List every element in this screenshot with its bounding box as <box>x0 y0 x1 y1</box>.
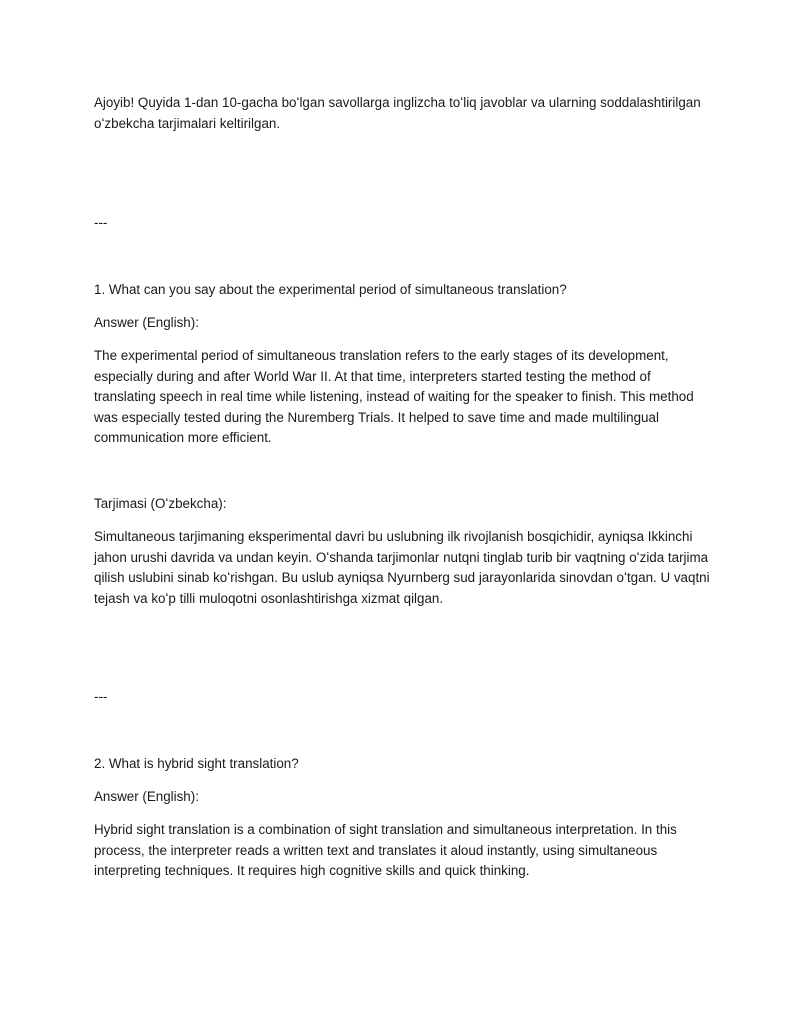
question-1: 1. What can you say about the experimental period of simultaneous translation? <box>94 282 567 297</box>
translation-label-1: Tarjimasi (Oʻzbekcha): <box>94 496 227 511</box>
answer-paragraph-1: The experimental period of simultaneous translation refers to the early stages of its development, especially during and after World War II. At that time, interpreters started testing the method of translating speech in real time while listening, instead of waiting for the speaker to finish. This method was especially tested during the Nuremberg Trials. It helped to save time and made multilingual communication more efficient. <box>94 348 694 445</box>
answer-label-2: Answer (English): <box>94 789 199 804</box>
answer-label-1: Answer (English): <box>94 315 199 330</box>
separator: --- <box>94 689 108 704</box>
intro-paragraph: Ajoyib! Quyida 1-dan 10-gacha boʻlgan savollarga inglizcha toʻliq javoblar va ularning soddalashtirilgan oʻzbekcha tarjimalari keltirilgan. <box>94 95 701 131</box>
answer-paragraph-2: Hybrid sight translation is a combination of sight translation and simultaneous interpretation. In this process, the interpreter reads a written text and translates it aloud instantly, using simultaneous interpreting techniques. It requires high cognitive skills and quick thinking. <box>94 822 677 878</box>
separator: --- <box>94 215 108 230</box>
translation-paragraph-1: Simultaneous tarjimaning eksperimental davri bu uslubning ilk rivojlanish bosqichidir, ayniqsa Ikkinchi jahon urushi davrida va undan keyin. Oʻshanda tarjimonlar nutqni tinglab turib bir vaqtning oʻzida tarjima qilish uslubini sinab koʻrishgan. Bu uslub ayniqsa Nyurnberg sud jarayonlarida sinovdan oʻtgan. U vaqtni tejash va koʻp tilli muloqotni osonlashtirishga xizmat qilgan. <box>94 529 710 606</box>
question-2: 2. What is hybrid sight translation? <box>94 756 299 771</box>
